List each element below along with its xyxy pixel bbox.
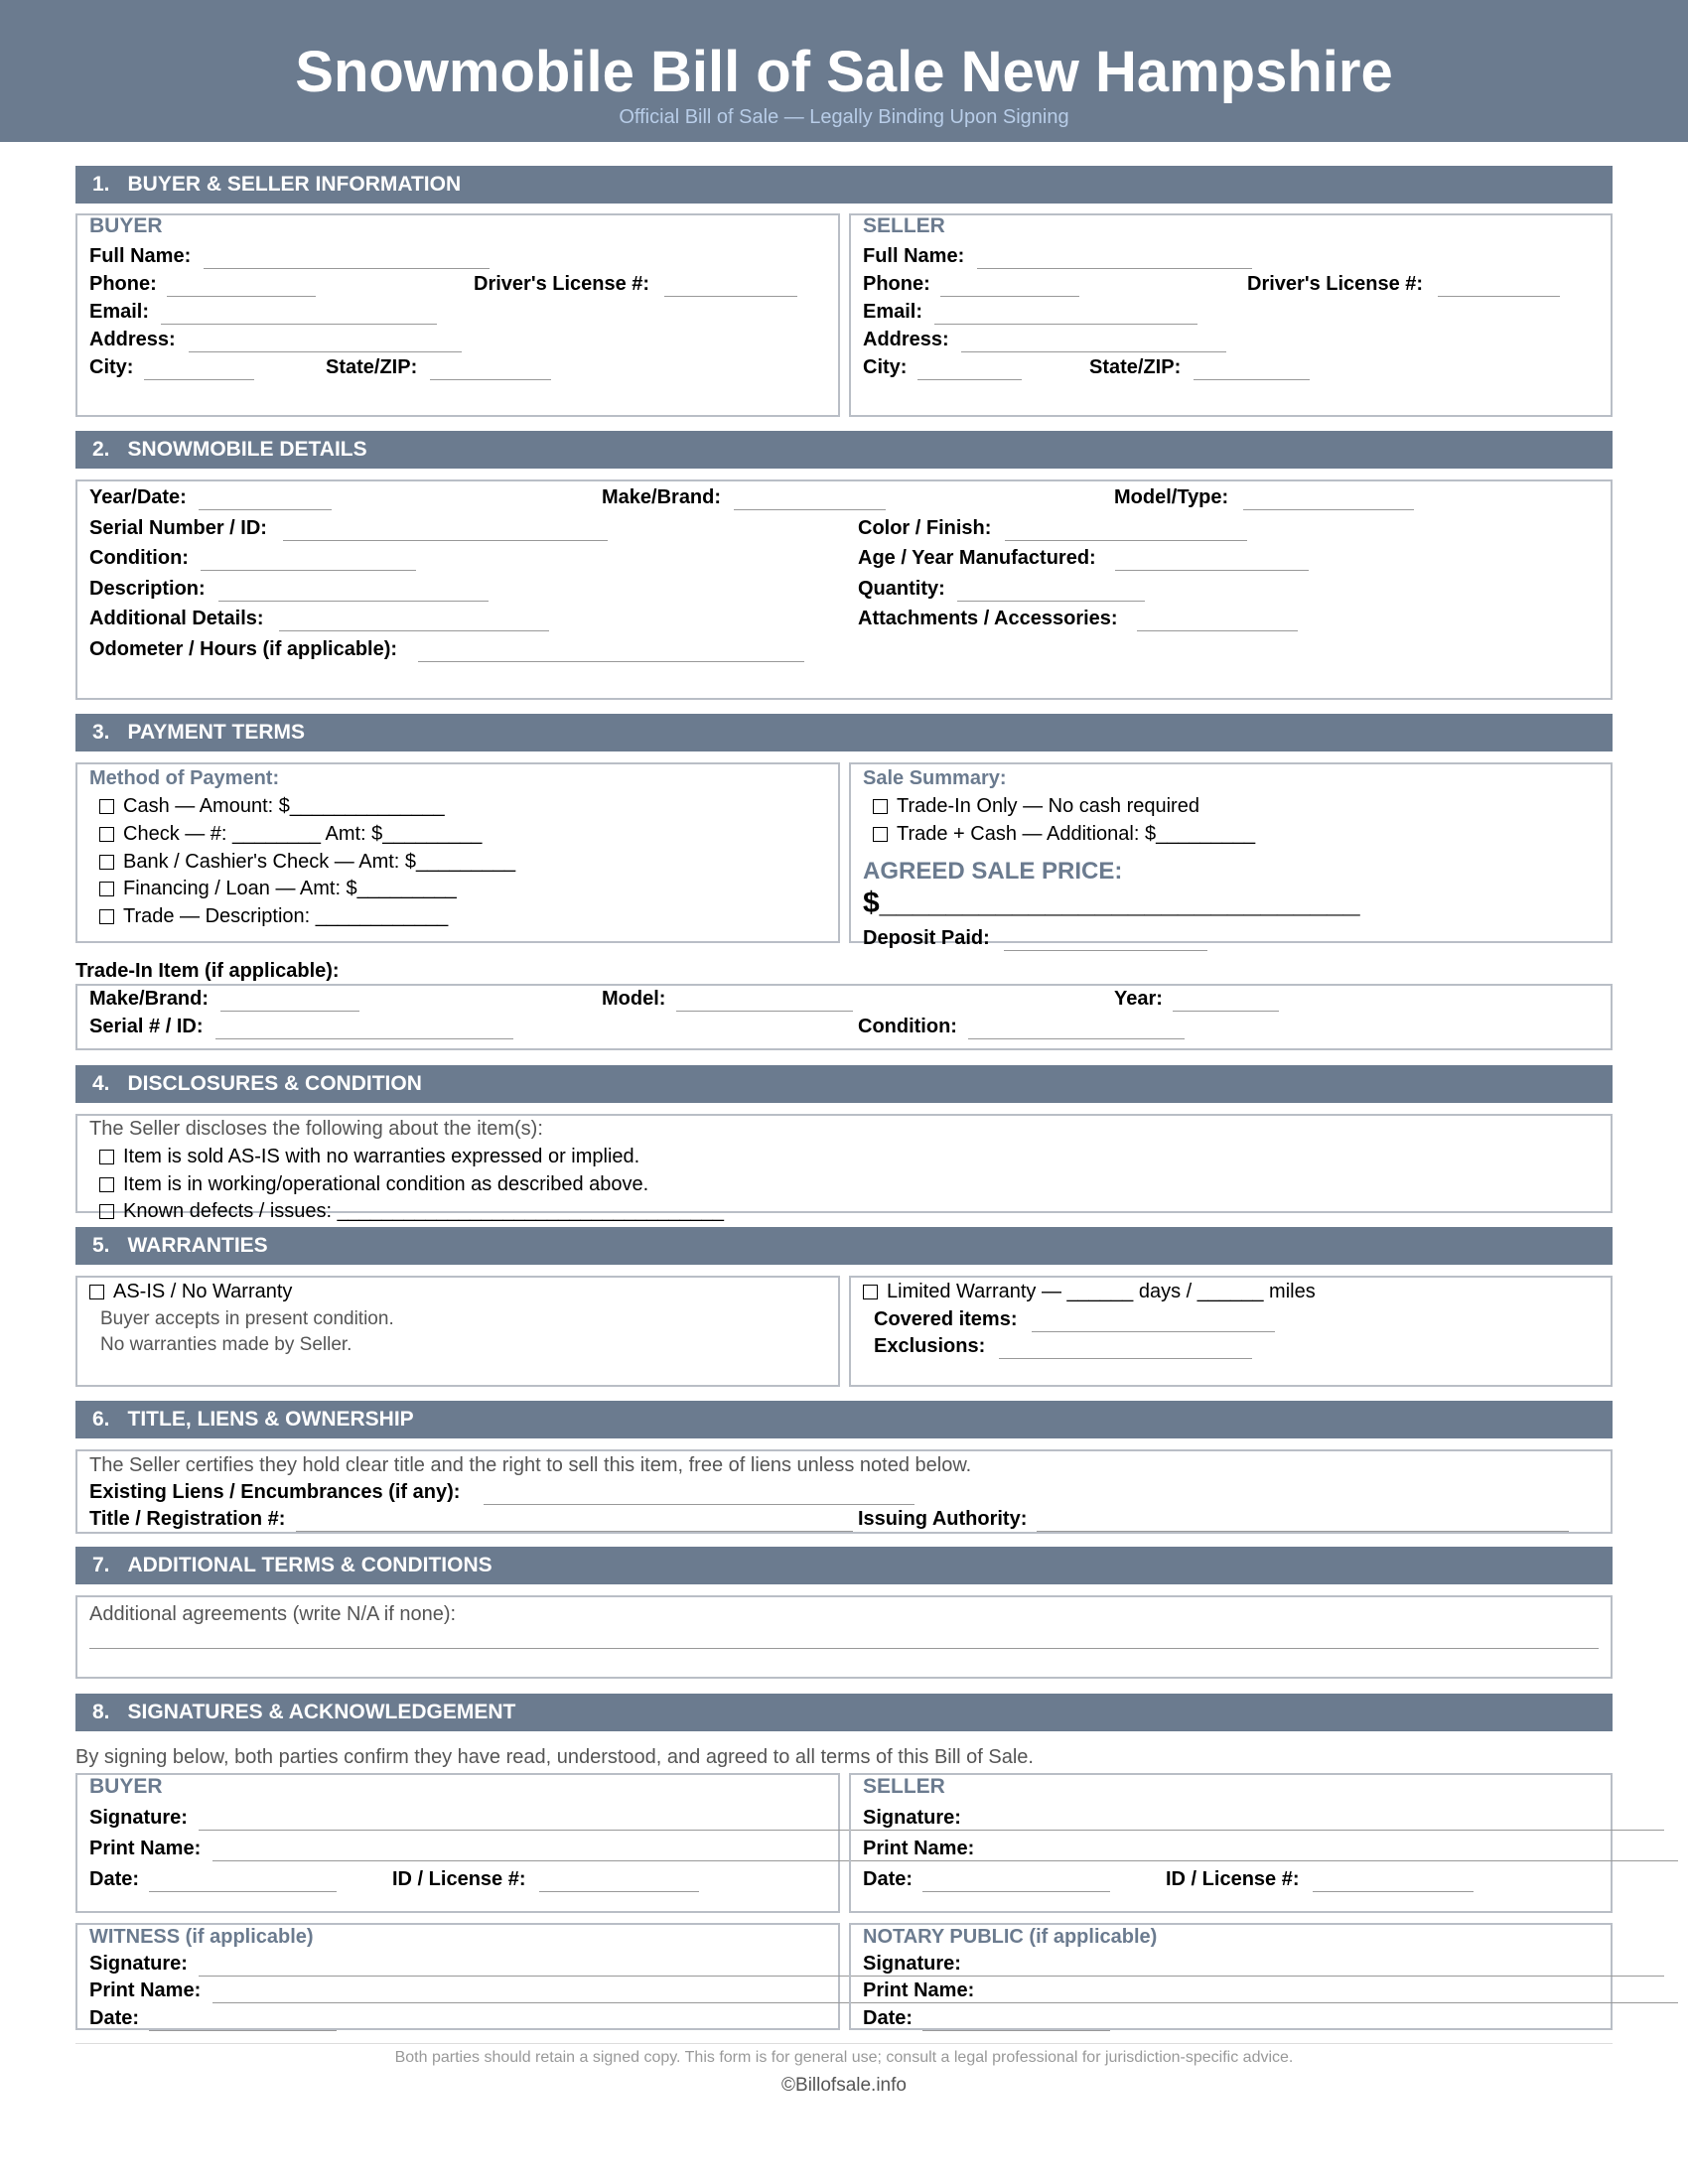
asis-warranty-label: AS-IS / No Warranty [113, 1281, 293, 1302]
seller-email-label: Email: [863, 301, 923, 323]
seller-date-label: Date: [863, 1868, 914, 1890]
seller-full-name-label: Full Name: [863, 245, 965, 267]
checkbox[interactable] [99, 882, 114, 896]
agreed-price-label: AGREED SALE PRICE: [863, 858, 1123, 885]
checkbox[interactable] [873, 827, 888, 842]
section-title: PAYMENT TERMS [127, 721, 306, 744]
buyer-print-name-label: Print Name: [89, 1838, 202, 1859]
liens-field[interactable] [484, 1504, 914, 1505]
page-title: Snowmobile Bill of Sale New Hampshire [295, 40, 1393, 104]
notary-signature-label: Signature: [863, 1953, 961, 1975]
section-title: WARRANTIES [127, 1234, 268, 1257]
additional-terms-field[interactable] [89, 1648, 1599, 1649]
section-number: 7. [92, 1554, 110, 1576]
disclosure-asis-option[interactable] [99, 1145, 639, 1168]
seller-signature-label: Signature: [863, 1807, 961, 1829]
seller-id-label: ID / License #: [1166, 1868, 1300, 1890]
section-header-additional-terms [75, 1547, 1613, 1584]
seller-city-label: City: [863, 356, 908, 378]
payment-cash-label: Cash — Amount: $______________ [123, 795, 445, 817]
notary-print-name-label: Print Name: [863, 1979, 975, 2001]
year-field[interactable] [199, 509, 332, 510]
buyer-phone-field[interactable] [167, 296, 316, 297]
buyer-signature-label: Signature: [89, 1807, 188, 1829]
buyer-license-label: Driver's License #: [474, 273, 650, 295]
checkbox[interactable] [99, 909, 114, 924]
seller-id-field[interactable] [1313, 1891, 1474, 1892]
seller-signature-field[interactable] [972, 1830, 1664, 1831]
exclusions-label: Exclusions: [874, 1335, 986, 1357]
footer-copyright: ©Billofsale.info [781, 2075, 907, 2096]
buyer-city-label: City: [89, 356, 134, 378]
tradein-serial-label: Serial # / ID: [89, 1016, 204, 1037]
section-title: ADDITIONAL TERMS & CONDITIONS [127, 1554, 492, 1576]
attachments-label: Attachments / Accessories: [858, 608, 1118, 629]
quantity-label: Quantity: [858, 578, 945, 600]
notary-date-label: Date: [863, 2007, 914, 2029]
seller-full-name-field[interactable] [977, 268, 1252, 269]
witness-date-label: Date: [89, 2007, 140, 2029]
seller-phone-field[interactable] [940, 296, 1079, 297]
make-label: Make/Brand: [602, 486, 722, 508]
payment-financing-option[interactable] [99, 877, 457, 900]
checkbox[interactable] [99, 827, 114, 842]
age-label: Age / Year Manufactured: [858, 547, 1096, 569]
model-label: Model/Type: [1114, 486, 1229, 508]
attachments-field[interactable] [1137, 630, 1298, 631]
buyer-id-label: ID / License #: [392, 1868, 526, 1890]
tradein-make-field[interactable] [220, 1011, 359, 1012]
section-title: SIGNATURES & ACKNOWLEDGEMENT [127, 1701, 516, 1723]
checkbox[interactable] [99, 855, 114, 870]
limited-warranty-label: Limited Warranty — ______ days / ______ miles [887, 1281, 1316, 1302]
section-header-title-liens [75, 1401, 1613, 1438]
seller-print-name-label: Print Name: [863, 1838, 975, 1859]
tradein-make-label: Make/Brand: [89, 988, 210, 1010]
agreed-price-field[interactable]: $_____________________________ [863, 887, 1360, 919]
title-statement: The Seller certifies they hold clear title and the right to sell this item, free of liens unless noted below. [89, 1454, 972, 1476]
disclosures-intro: The Seller discloses the following about the item(s): [89, 1118, 543, 1140]
additional-details-label: Additional Details: [89, 608, 264, 629]
serial-label: Serial Number / ID: [89, 517, 267, 539]
signatures-intro: By signing below, both parties confirm they have read, understood, and agreed to all terms of this Bill of Sale. [75, 1746, 1034, 1768]
footer-note: Both parties should retain a signed copy. This form is for general use; consult a legal professional for jurisdiction-specific advice. [394, 2049, 1294, 2066]
section-header-signatures [75, 1694, 1613, 1731]
buyer-email-field[interactable] [161, 324, 437, 325]
tradein-condition-field[interactable] [968, 1038, 1185, 1039]
notary-signature-field[interactable] [972, 1976, 1664, 1977]
footer-divider [75, 2043, 1613, 2044]
header-banner [0, 0, 1688, 142]
section-title: BUYER & SELLER INFORMATION [127, 173, 462, 196]
asis-warranty-line2: No warranties made by Seller. [100, 1334, 352, 1355]
tradein-serial-field[interactable] [215, 1038, 513, 1039]
tradein-year-field[interactable] [1173, 1011, 1279, 1012]
asis-warranty-line1: Buyer accepts in present condition. [100, 1308, 394, 1329]
snowmobile-details-box [75, 479, 1613, 700]
deposit-label: Deposit Paid: [863, 927, 990, 949]
seller-print-name-field[interactable] [986, 1860, 1678, 1861]
section-number: 3. [92, 721, 110, 744]
tradein-year-label: Year: [1114, 988, 1163, 1010]
disclosure-defects-label: Known defects / issues: ___________________________________ [123, 1200, 724, 1222]
covered-items-field[interactable] [1032, 1331, 1275, 1332]
condition-label: Condition: [89, 547, 189, 569]
section-number: 5. [92, 1234, 110, 1257]
buyer-email-label: Email: [89, 301, 150, 323]
odometer-field[interactable] [418, 661, 804, 662]
witness-date-field[interactable] [149, 2030, 337, 2031]
seller-license-field[interactable] [1438, 296, 1560, 297]
payment-cash-option[interactable] [99, 794, 445, 818]
notary-heading: NOTARY PUBLIC (if applicable) [863, 1926, 1158, 1948]
buyer-signature-heading: BUYER [89, 1775, 163, 1798]
additional-details-field[interactable] [279, 630, 549, 631]
buyer-full-name-label: Full Name: [89, 245, 192, 267]
seller-address-label: Address: [863, 329, 949, 350]
title-registration-field[interactable] [296, 1531, 853, 1532]
description-field[interactable] [218, 601, 489, 602]
seller-address-field[interactable] [961, 351, 1226, 352]
payment-bank-label: Bank / Cashier's Check — Amt: $_________ [123, 851, 516, 873]
section-header-buyer-seller [75, 166, 1613, 204]
payment-trade-option[interactable] [99, 904, 448, 928]
seller-email-field[interactable] [934, 324, 1197, 325]
buyer-state-zip-field[interactable] [430, 379, 551, 380]
disclosure-asis-label: Item is sold AS-IS with no warranties expressed or implied. [123, 1146, 640, 1167]
section-header-snowmobile-details [75, 431, 1613, 469]
tradein-box [75, 984, 1613, 1050]
seller-state-zip-field[interactable] [1194, 379, 1310, 380]
buyer-phone-label: Phone: [89, 273, 157, 295]
disclosure-working-label: Item is in working/operational condition as described above. [123, 1173, 649, 1195]
seller-phone-label: Phone: [863, 273, 930, 295]
serial-field[interactable] [283, 540, 608, 541]
section-header-warranties [75, 1227, 1613, 1265]
section-number: 1. [92, 173, 110, 196]
payment-financing-label: Financing / Loan — Amt: $_________ [123, 878, 457, 899]
section-title: SNOWMOBILE DETAILS [127, 438, 367, 461]
seller-date-field[interactable] [922, 1891, 1110, 1892]
condition-field[interactable] [201, 570, 416, 571]
tradein-condition-label: Condition: [858, 1016, 957, 1037]
age-field[interactable] [1115, 570, 1309, 571]
trade-only-option[interactable] [873, 794, 1199, 818]
page-subtitle: Official Bill of Sale — Legally Binding Upon Signing [619, 106, 1069, 128]
witness-heading: WITNESS (if applicable) [89, 1926, 314, 1948]
exclusions-field[interactable] [999, 1358, 1252, 1359]
checkbox[interactable] [99, 799, 114, 814]
witness-print-name-label: Print Name: [89, 1979, 202, 2001]
year-label: Year/Date: [89, 486, 187, 508]
model-field[interactable] [1243, 509, 1414, 510]
tradein-model-label: Model: [602, 988, 666, 1010]
payment-method-heading: Method of Payment: [89, 767, 280, 789]
checkbox[interactable] [99, 1177, 114, 1192]
buyer-date-label: Date: [89, 1868, 140, 1890]
checkbox[interactable] [873, 799, 888, 814]
buyer-full-name-field[interactable] [204, 268, 490, 269]
seller-heading: SELLER [863, 214, 945, 237]
checkbox[interactable] [99, 1204, 114, 1219]
description-label: Description: [89, 578, 206, 600]
notary-print-name-field[interactable] [986, 2002, 1678, 2003]
payment-trade-label: Trade — Description: ____________ [123, 905, 449, 927]
buyer-id-field[interactable] [539, 1891, 699, 1892]
seller-signature-heading: SELLER [863, 1775, 945, 1798]
asis-warranty-option[interactable] [89, 1280, 292, 1303]
payment-check-option[interactable] [99, 822, 482, 846]
checkbox[interactable] [89, 1285, 104, 1299]
buyer-heading: BUYER [89, 214, 163, 237]
sale-summary-heading: Sale Summary: [863, 767, 1007, 789]
limited-warranty-option[interactable] [863, 1280, 1316, 1303]
title-registration-label: Title / Registration #: [89, 1508, 286, 1530]
covered-items-label: Covered items: [874, 1308, 1018, 1330]
section-number: 4. [92, 1072, 110, 1095]
seller-city-field[interactable] [917, 379, 1022, 380]
tradein-model-field[interactable] [676, 1011, 853, 1012]
disclosure-defects-option[interactable] [99, 1199, 724, 1223]
buyer-date-field[interactable] [149, 1891, 337, 1892]
seller-state-zip-label: State/ZIP: [1089, 356, 1182, 378]
section-title: TITLE, LIENS & OWNERSHIP [127, 1408, 414, 1431]
section-header-payment-terms [75, 714, 1613, 751]
buyer-address-field[interactable] [189, 351, 462, 352]
notary-date-field[interactable] [922, 2030, 1110, 2031]
trade-cash-label: Trade + Cash — Additional: $_________ [897, 823, 1256, 845]
buyer-state-zip-label: State/ZIP: [326, 356, 418, 378]
issuing-authority-label: Issuing Authority: [858, 1508, 1028, 1530]
tradein-heading: Trade-In Item (if applicable): [75, 960, 340, 982]
seller-license-label: Driver's License #: [1247, 273, 1424, 295]
section-title: DISCLOSURES & CONDITION [127, 1072, 422, 1095]
section-number: 8. [92, 1701, 110, 1723]
liens-label: Existing Liens / Encumbrances (if any): [89, 1481, 461, 1503]
checkbox[interactable] [863, 1285, 878, 1299]
buyer-city-field[interactable] [144, 379, 254, 380]
issuing-authority-field[interactable] [1037, 1531, 1569, 1532]
payment-check-label: Check — #: ________ Amt: $_________ [123, 823, 483, 845]
trade-only-label: Trade-In Only — No cash required [897, 795, 1199, 817]
disclosure-working-option[interactable] [99, 1172, 648, 1196]
section-number: 6. [92, 1408, 110, 1431]
buyer-license-field[interactable] [664, 296, 797, 297]
odometer-label: Odometer / Hours (if applicable): [89, 638, 398, 660]
checkbox[interactable] [99, 1150, 114, 1164]
section-number: 2. [92, 438, 110, 461]
witness-signature-label: Signature: [89, 1953, 188, 1975]
color-label: Color / Finish: [858, 517, 992, 539]
trade-cash-option[interactable] [873, 822, 1255, 846]
payment-bank-option[interactable] [99, 850, 515, 874]
additional-terms-label: Additional agreements (write N/A if none): [89, 1603, 457, 1625]
quantity-field[interactable] [957, 601, 1145, 602]
buyer-address-label: Address: [89, 329, 176, 350]
deposit-field[interactable] [1004, 950, 1207, 951]
section-header-disclosures [75, 1065, 1613, 1103]
color-field[interactable] [1005, 540, 1247, 541]
make-field[interactable] [734, 509, 886, 510]
